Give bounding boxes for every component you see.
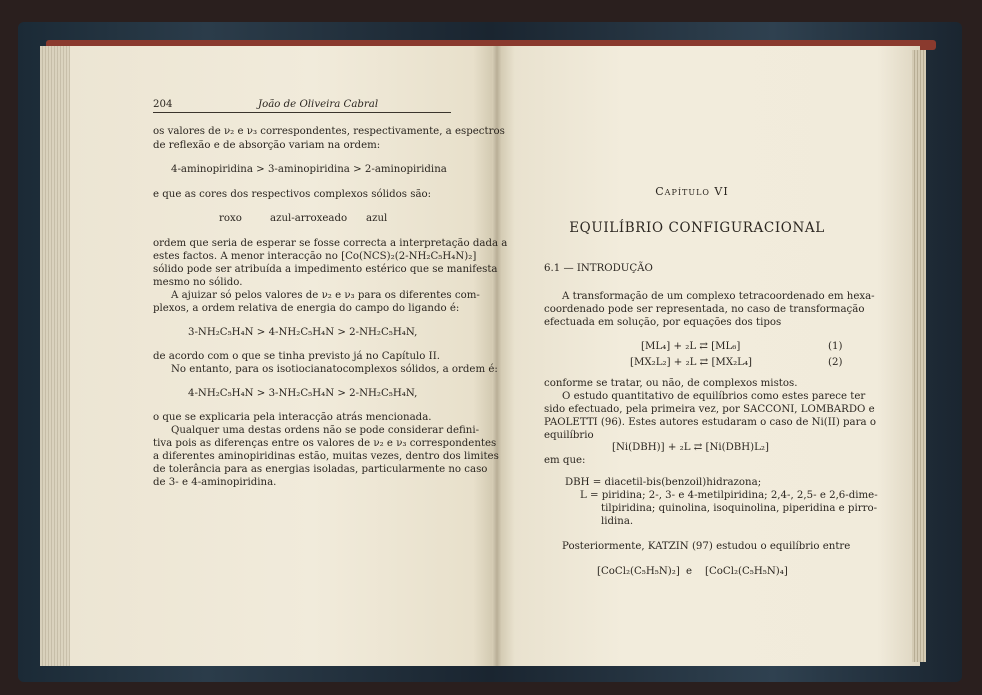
text-line: o que se explicaria pela interacção atrás mencionada. — [153, 412, 432, 423]
text-line: mesmo no sólido. — [153, 277, 243, 288]
text-line: sido efectuado, pela primeira vez, por SACCONI, LOMBARDO e — [544, 404, 875, 415]
text-line: PAOLETTI (96). Estes autores estudaram o caso de Ni(II) para o — [544, 417, 876, 428]
right-page-edges — [912, 50, 926, 662]
definition-line: DBH = diacetil-bis(benzoil)hidrazona; — [565, 477, 762, 488]
text-line: estes factos. A menor interacção no [Co(NCS)₂(2-NH₂C₅H₄N)₂] — [153, 251, 477, 262]
text-line: de 3- e 4-aminopiridina. — [153, 477, 277, 488]
text-line: e que as cores dos respectivos complexos sólidos são: — [153, 189, 432, 200]
definition-line: tilpiridina; quinolina, isoquinolina, piperidina e pirro- — [601, 503, 878, 514]
text-line: A transformação de um complexo tetracoordenado em hexa- — [562, 291, 875, 302]
text-line: efectuada em solução, por equações dos tipos — [544, 317, 782, 328]
header-rule — [153, 112, 451, 113]
color-label: azul-arroxeado — [270, 213, 348, 224]
formula: [CoCl₂(C₅H₅N)₂] — [597, 566, 680, 577]
equation-number: (1) — [828, 341, 843, 352]
text-line: Qualquer uma destas ordens não se pode considerar defini- — [171, 425, 480, 436]
text-line: Posteriormente, KATZIN (97) estudou o equilíbrio entre — [562, 541, 851, 552]
text-line: ordem que seria de esperar se fosse correcta a interpretação dada a — [153, 238, 508, 249]
text-line: sólido pode ser atribuída a impedimento estérico que se manifesta — [153, 264, 498, 275]
left-page-edges — [40, 46, 70, 666]
text-line: a diferentes aminopiridinas estão, muitas vezes, dentro dos limites — [153, 451, 499, 462]
text-line: O estudo quantitativo de equilíbrios como estes parece ter — [562, 391, 866, 402]
formula-line: 4-aminopiridina > 3-aminopiridina > 2-aminopiridina — [171, 164, 447, 175]
formula-line: 3-NH₂C₅H₄N > 4-NH₂C₅H₄N > 2-NH₂C₅H₄N, — [188, 327, 418, 338]
equation: [MX₂L₂] + ₂L ⇄ [MX₂L₄] — [630, 357, 753, 368]
text-line: em que: — [544, 455, 586, 466]
text-line: coordenado pode ser representada, no caso de transformação — [544, 304, 865, 315]
definition-line: lidina. — [601, 516, 634, 527]
text-line: de acordo com o que se tinha previsto já no Capítulo II. — [153, 351, 440, 362]
formula-line: 4-NH₂C₅H₄N > 3-NH₂C₅H₄N > 2-NH₂C₅H₄N, — [188, 388, 418, 399]
definition-line: L = piridina; 2-, 3- e 4-metilpiridina; 2,4-, 2,5- e 2,6-dime- — [580, 490, 878, 501]
equation: [ML₄] + ₂L ⇄ [ML₆] — [641, 341, 741, 352]
text-line: A ajuizar só pelos valores de ν₂ e ν₃ para os diferentes com- — [171, 290, 480, 301]
formula: [CoCl₂(C₅H₅N)₄] — [705, 566, 788, 577]
text-line: tiva pois as diferenças entre os valores de ν₂ e ν₃ correspondentes — [153, 438, 497, 449]
text-line: plexos, a ordem relativa de energia do campo do ligando é: — [153, 303, 460, 314]
text-line: equilíbrio — [544, 430, 594, 441]
text-line: de tolerância para as energias isoladas, particularmente no caso — [153, 464, 488, 475]
running-head: João de Oliveira Cabral — [258, 99, 379, 110]
color-label: azul — [366, 213, 388, 224]
chapter-title: EQUILÍBRIO CONFIGURACIONAL — [569, 220, 825, 236]
section-heading: 6.1 — INTRODUÇÃO — [544, 263, 653, 274]
equation: [Ni(DBH)] + ₂L ⇄ [Ni(DBH)L₂] — [612, 442, 769, 453]
color-label: roxo — [219, 213, 242, 224]
text-line: conforme se tratar, ou não, de complexos mistos. — [544, 378, 798, 389]
equation-number: (2) — [828, 357, 843, 368]
text-line: No entanto, para os isotiocianatocomplexos sólidos, a ordem é: — [171, 364, 498, 375]
book-gutter — [492, 46, 502, 666]
conjunction: e — [686, 566, 693, 577]
text-line: os valores de ν₂ e ν₃ correspondentes, respectivamente, a espectros — [153, 126, 505, 137]
text-line: de reflexão e de absorção variam na ordem: — [153, 140, 381, 151]
chapter-heading: Capítulo VI — [655, 185, 729, 198]
page-number: 204 — [153, 99, 173, 110]
